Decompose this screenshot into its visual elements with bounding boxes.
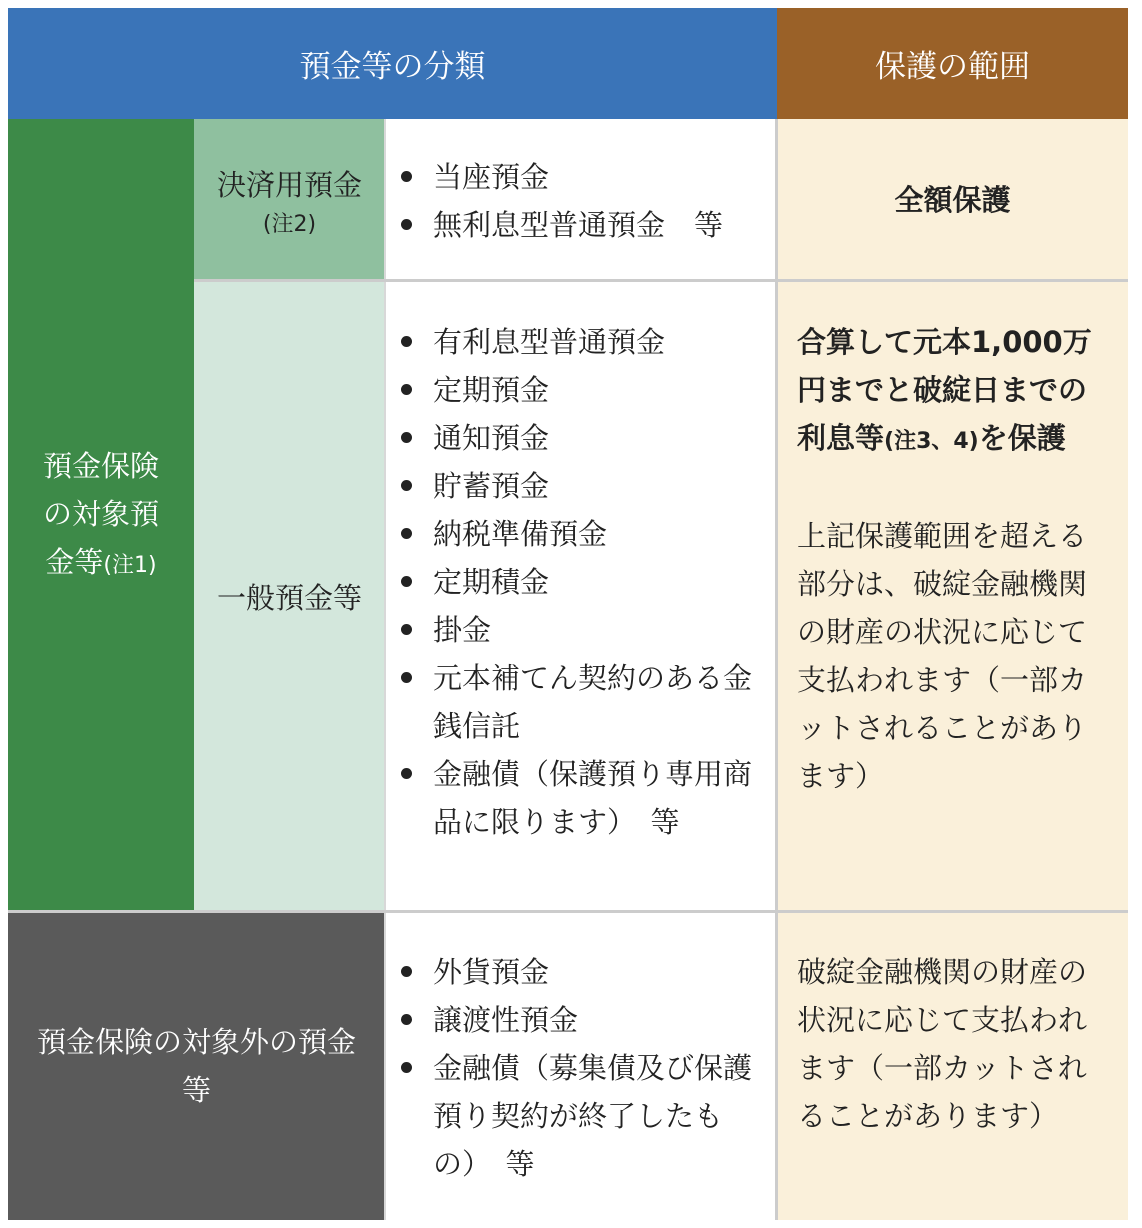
general-protection-bold-a: 合算して元本1,000万円までと破綻日までの利息等 bbox=[797, 325, 1092, 455]
general-deposits-label bbox=[194, 280, 385, 912]
covered-label-line2: の対象預 bbox=[42, 496, 159, 531]
list-item: 通知預金 bbox=[385, 414, 759, 462]
general-deposit-list bbox=[385, 280, 777, 912]
list-item: 有利息型普通預金 bbox=[385, 318, 759, 366]
list-item: 無利息型普通預金 等 bbox=[385, 201, 777, 249]
row-divider bbox=[194, 279, 1128, 282]
row-divider bbox=[8, 910, 1128, 913]
list-item: 外貨預金 bbox=[385, 948, 759, 996]
list-item: 納税準備預金 bbox=[385, 510, 759, 558]
not-covered-protection bbox=[777, 912, 1128, 1220]
not-covered-list bbox=[385, 912, 777, 1220]
general-protection-extra: 上記保護範囲を超える部分は、破綻金融機関の財産の状況に応じて支払われます（一部カットされることがあります） bbox=[797, 519, 1088, 793]
general-label-text: 一般預金等 bbox=[216, 580, 362, 615]
settlement-protection bbox=[777, 119, 1128, 280]
general-protection bbox=[777, 280, 1128, 912]
settlement-label-note: (注2) bbox=[262, 211, 317, 237]
list-item: 掛金 bbox=[385, 606, 759, 654]
classification-header bbox=[8, 8, 777, 119]
general-protection-main bbox=[797, 318, 1106, 466]
general-protection-note: (注3、4) bbox=[884, 429, 979, 454]
list-item: 定期預金 bbox=[385, 366, 759, 414]
not-covered-label-text: 預金保険の対象外の預金等 bbox=[36, 1025, 356, 1107]
covered-label-line1: 預金保険 bbox=[42, 448, 159, 483]
list-item: 譲渡性預金 bbox=[385, 996, 759, 1044]
settlement-deposit-list bbox=[385, 119, 777, 280]
covered-label-line3: 金等 bbox=[45, 544, 104, 579]
list-item: 貯蓄預金 bbox=[385, 462, 759, 510]
settlement-label-text: 決済用預金 bbox=[216, 167, 362, 202]
column-divider bbox=[775, 119, 778, 1220]
list-item: 金融債（募集債及び保護預り契約が終了したもの） 等 bbox=[385, 1044, 759, 1188]
scope-header-text: 保護の範囲 bbox=[875, 49, 1030, 85]
settlement-deposits-label bbox=[194, 119, 385, 280]
general-protection-bold-b: を保護 bbox=[978, 421, 1066, 455]
list-item: 定期積金 bbox=[385, 558, 759, 606]
settlement-protection-text: 全額保護 bbox=[894, 182, 1011, 217]
scope-header bbox=[777, 8, 1128, 119]
not-covered-label bbox=[8, 912, 385, 1220]
classification-header-text: 預金等の分類 bbox=[299, 49, 486, 85]
list-item: 金融債（保護預り専用商品に限ります） 等 bbox=[385, 750, 759, 846]
covered-label-note: (注1) bbox=[103, 552, 157, 578]
column-divider bbox=[384, 119, 386, 1220]
list-item: 元本補てん契約のある金銭信託 bbox=[385, 654, 759, 750]
covered-deposits-label bbox=[8, 119, 194, 912]
list-item: 当座預金 bbox=[385, 153, 777, 201]
not-covered-protection-text: 破綻金融機関の財産の状況に応じて支払われます（一部カットされることがあります） bbox=[797, 955, 1088, 1133]
